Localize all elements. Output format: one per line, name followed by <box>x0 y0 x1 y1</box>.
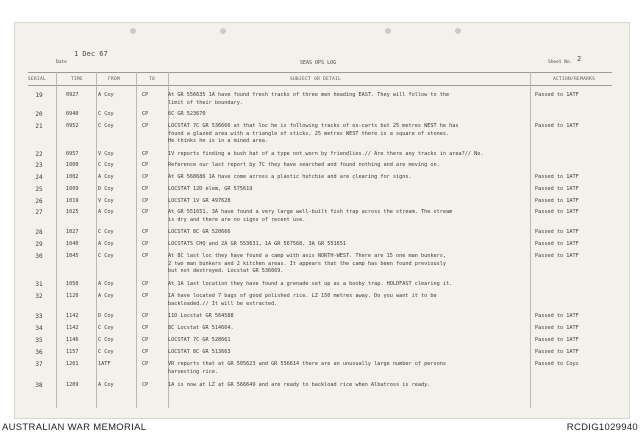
time: 1120 <box>66 293 79 299</box>
column-divider <box>56 72 57 408</box>
from: C Coy <box>98 349 114 355</box>
detail: At GR 568686 1A have come across a plastic hutchie and are clearing for signs. <box>168 174 412 180</box>
serial: 32 <box>35 293 43 300</box>
col-head-action: ACTION/REMARKS <box>553 77 596 82</box>
action: Passed to 1ATF <box>535 253 579 259</box>
to: CP <box>142 253 149 259</box>
detail: LOCSTAT 8C GR 520666 <box>168 229 231 235</box>
from: D Coy <box>98 313 114 319</box>
serial: 34 <box>35 325 43 332</box>
detail: LOCSTAT 1V GR 497628 <box>168 198 231 204</box>
punch-hole <box>455 28 461 34</box>
punch-hole <box>130 28 136 34</box>
serial: 23 <box>35 162 43 169</box>
from: C Coy <box>98 229 114 235</box>
to: CP <box>142 281 149 287</box>
to: CP <box>142 186 149 192</box>
action: Passed to Coys <box>535 361 579 367</box>
header-top-rule <box>28 72 612 73</box>
action: Passed to 1ATF <box>535 209 579 215</box>
to: CP <box>142 349 149 355</box>
date-label: Date <box>56 60 67 65</box>
column-divider <box>96 72 97 408</box>
serial: 25 <box>35 186 43 193</box>
punch-hole <box>220 28 226 34</box>
from: A Coy <box>98 293 114 299</box>
action: Passed to 1ATF <box>535 337 579 343</box>
from: V Coy <box>98 151 114 157</box>
serial: 33 <box>35 313 43 320</box>
time: 0957 <box>66 151 79 157</box>
header-bottom-rule <box>28 85 612 86</box>
col-head-time: TIME <box>71 77 84 82</box>
time: 1040 <box>66 241 79 247</box>
action: Passed to 1ATF <box>535 92 579 98</box>
serial: 30 <box>35 253 43 260</box>
time: 1000 <box>66 162 79 168</box>
serial: 22 <box>35 151 43 158</box>
detail: LOCSTAT 7C GR 528661 <box>168 337 231 343</box>
from: A Coy <box>98 241 114 247</box>
detail: 1A have located 7 bags of good polished rice. LZ 150 metres away. Do you want it to be backloaded.// It will be extracted. <box>168 293 437 307</box>
from: C Coy <box>98 253 114 259</box>
col-head-serial: SERIAL <box>28 77 47 82</box>
time: 1142 <box>66 313 79 319</box>
time: 1025 <box>66 209 79 215</box>
from: C Coy <box>98 162 114 168</box>
detail: LOCSTAT 7C GR 536666 at that loc he is following tracks of ox-carts but 25 metres WEST he has found a glazed area with a triangle of sticks, 25 metres WEST there is a square of stones. He thinks he is in a mined area. <box>168 123 459 145</box>
serial: 37 <box>35 361 43 368</box>
serial: 35 <box>35 337 43 344</box>
from: A Coy <box>98 209 114 215</box>
action: Passed to 1ATF <box>535 123 579 129</box>
time: 0927 <box>66 92 79 98</box>
detail: 8C Locstat GR 514664. <box>168 325 234 331</box>
to: CP <box>142 111 149 117</box>
time: 1045 <box>66 253 79 259</box>
to: CP <box>142 293 149 299</box>
time: 1209 <box>66 382 79 388</box>
action: Passed to 1ATF <box>535 174 579 180</box>
to: CP <box>142 313 149 319</box>
to: CP <box>142 337 149 343</box>
detail: LOCSTAT 12D elem, GR 575619 <box>168 186 253 192</box>
detail: 6C GR 523670 <box>168 111 206 117</box>
detail: 1V reports finding a bush hat of a type not worn by friendlies.// Are there any tracks in area?// No. <box>168 151 484 157</box>
column-divider <box>530 72 531 408</box>
time: 1050 <box>66 281 79 287</box>
footer-record-id: RCDIG1029940 <box>566 422 638 433</box>
action: Passed to 1ATF <box>535 349 579 355</box>
time: 1157 <box>66 349 79 355</box>
detail: LOCSTATS CHQ and 2A GR 553631, 1A GR 567568, 3A GR 551651 <box>168 241 347 247</box>
serial: 36 <box>35 349 43 356</box>
sheet-number: 2 <box>577 55 582 63</box>
time: 1201 <box>66 361 79 367</box>
serial: 28 <box>35 229 43 236</box>
from: C Coy <box>98 337 114 343</box>
to: CP <box>142 123 149 129</box>
from: C Coy <box>98 111 114 117</box>
time: 1146 <box>66 337 79 343</box>
sheet-label: Sheet No. <box>548 60 573 65</box>
to: CP <box>142 174 149 180</box>
from: C Coy <box>98 123 114 129</box>
action: Passed to 1ATF <box>535 198 579 204</box>
detail: VR reports that at GR 505623 and GR 536614 there are an unusually large number of persons harvesting rice. <box>168 361 446 375</box>
serial: 38 <box>35 382 43 389</box>
from: D Coy <box>98 186 114 192</box>
detail: LOCSTAT 8C GR 513663 <box>168 349 231 355</box>
to: CP <box>142 198 149 204</box>
from: A Coy <box>98 174 114 180</box>
action: Passed to 1ATF <box>535 241 579 247</box>
serial: 29 <box>35 241 43 248</box>
log-date: 1 Dec 67 <box>74 50 108 58</box>
from: A Coy <box>98 281 114 287</box>
serial: 20 <box>35 111 43 118</box>
from: A Coy <box>98 92 114 98</box>
detail: 11D Locstat GR 564588 <box>168 313 234 319</box>
to: CP <box>142 229 149 235</box>
col-head-to: TO <box>149 77 156 82</box>
serial: 27 <box>35 209 43 216</box>
action: Passed to 1ATF <box>535 325 579 331</box>
detail: At 8C last loc they have found a camp with axis NORTH-WEST. There are 15 one man bunkers, 2 two man bunkers and 2 kitchen areas. It appears that the camp has been found previously but not destroyed. Locstat GR 536669. <box>168 253 446 275</box>
action: Passed to 1ATF <box>535 186 579 192</box>
to: CP <box>142 162 149 168</box>
detail: At GR 556635 1A have found fresh tracks of three men heading EAST. They will follow to the limit of their boundary. <box>168 92 450 106</box>
time: 1002 <box>66 174 79 180</box>
detail: At 1A last location they have found a grenade set up as a booby trap. HOLDFAST clearing it. <box>168 281 453 287</box>
from: A Coy <box>98 382 114 388</box>
to: CP <box>142 241 149 247</box>
from: V Coy <box>98 198 114 204</box>
time: 1027 <box>66 229 79 235</box>
to: CP <box>142 209 149 215</box>
column-divider <box>136 72 137 408</box>
to: CP <box>142 361 149 367</box>
form-title: SEAS OPS LOG <box>300 60 337 66</box>
action: Passed to 1ATF <box>535 229 579 235</box>
col-head-from: FROM <box>108 77 121 82</box>
punch-hole <box>385 28 391 34</box>
detail: 1A is now at LZ at GR 566649 and are ready to backload rice when Albatross is ready. <box>168 382 431 388</box>
to: CP <box>142 325 149 331</box>
serial: 26 <box>35 198 43 205</box>
serial: 31 <box>35 281 43 288</box>
time: 1019 <box>66 198 79 204</box>
footer-credit: AUSTRALIAN WAR MEMORIAL <box>2 422 147 433</box>
serial: 21 <box>35 123 43 130</box>
time: 0952 <box>66 123 79 129</box>
time: 1009 <box>66 186 79 192</box>
detail: Reference our last report by 7C they have searched and found nothing and are moving on. <box>168 162 440 168</box>
from: C Coy <box>98 325 114 331</box>
detail: At GR 551651, 3A have found a very large well-built fish trap across the stream. The stream is dry and there are no signs of recent use. <box>168 209 453 223</box>
time: 0940 <box>66 111 79 117</box>
to: CP <box>142 92 149 98</box>
serial: 24 <box>35 174 43 181</box>
col-head-subject: SUBJECT OR DETAIL <box>290 77 342 82</box>
from: 1ATF <box>98 361 111 367</box>
to: CP <box>142 382 149 388</box>
action: Passed to 1ATF <box>535 313 579 319</box>
to: CP <box>142 151 149 157</box>
serial: 19 <box>35 92 43 99</box>
time: 1142 <box>66 325 79 331</box>
